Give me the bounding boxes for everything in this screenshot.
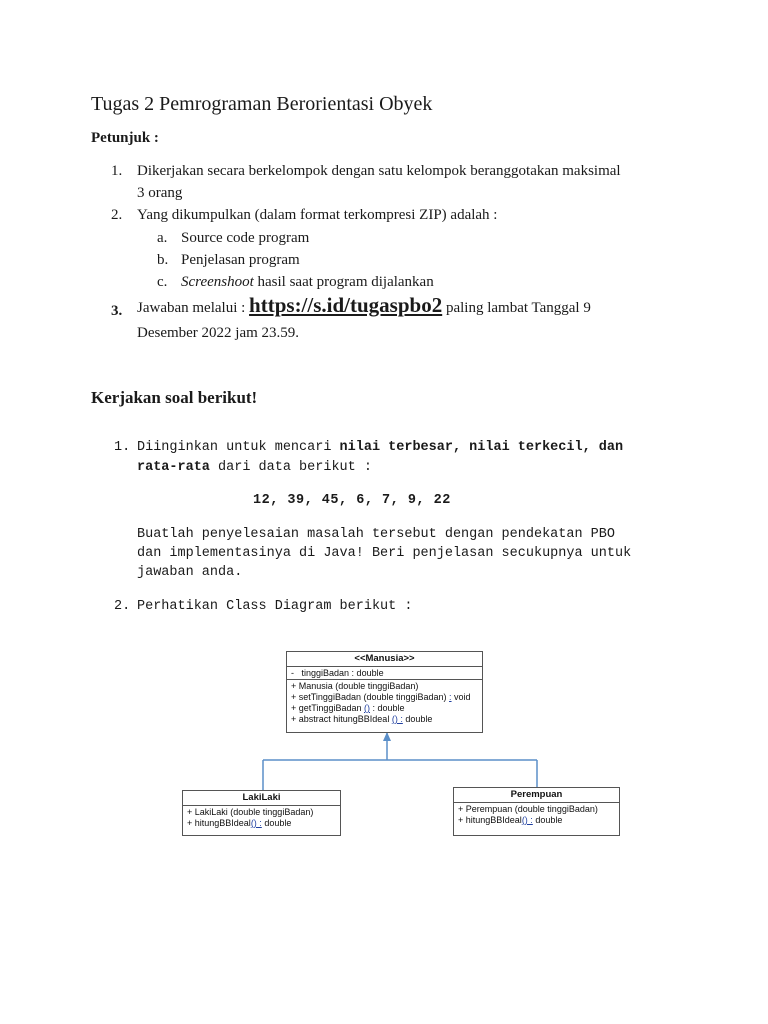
- instruction-2-text: Yang dikumpulkan (dalam format terkompresi ZIP) adalah :: [137, 207, 498, 223]
- op-lakilaki-hitung-underline: () :: [250, 818, 262, 828]
- op-abstract-underline: () :: [391, 714, 403, 724]
- question-2-text: Perhatikan Class Diagram berikut :: [137, 599, 413, 614]
- instruction-3-post: paling lambat Tanggal 9: [442, 300, 591, 316]
- op-abstract-pre: + abstract hitungBBIdeal: [291, 714, 392, 724]
- instruction-1-line2: 3 orang: [137, 185, 183, 201]
- section-title: Kerjakan soal berikut!: [91, 388, 258, 407]
- class-lakilaki-name: LakiLaki: [183, 791, 340, 806]
- document-title: Tugas 2 Pemrograman Berorientasi Obyek: [91, 93, 433, 115]
- op-get-post: : double: [369, 703, 405, 713]
- class-perempuan-name: Perempuan: [454, 788, 619, 803]
- op-get-tinggi-badan: [291, 703, 478, 714]
- op-set-pre: + setTinggiBadan (double tinggiBadan): [291, 692, 450, 702]
- submission-link[interactable]: https://s.id/tugaspbo2: [249, 293, 443, 317]
- op-lakilaki-hitung: [187, 818, 336, 829]
- op-set-underline: :: [449, 692, 452, 702]
- instruction-1-line1: Dikerjakan secara berkelompok dengan satu kelompok beranggotakan maksimal: [137, 163, 621, 179]
- question-1-para-line1: Buatlah penyelesaian masalah tersebut dengan pendekatan PBO: [137, 527, 615, 542]
- question-1-bold2: rata-rata: [137, 460, 210, 475]
- op-constructor: + Manusia (double tinggiBadan): [291, 681, 419, 691]
- sub-item-c-letter: c.: [157, 274, 168, 290]
- op-lakilaki-hitung-pre: + hitungBBIdeal: [187, 818, 251, 828]
- op-perempuan-hitung: [458, 815, 615, 826]
- instruction-3-pre: Jawaban melalui :: [137, 300, 250, 316]
- sub-item-b-letter: b.: [157, 252, 169, 268]
- op-perempuan-hitung-post: double: [532, 815, 563, 825]
- op-abstract-hitung: [291, 714, 478, 725]
- instruction-3-line2: Desember 2022 jam 23.59.: [137, 325, 300, 341]
- sub-item-c-rest: hasil saat program dijalankan: [253, 274, 434, 290]
- op-set-tinggi-badan: [291, 692, 478, 703]
- question-1-post: dari data berikut :: [209, 460, 372, 475]
- attr-tinggi-badan: tinggiBadan : double: [301, 668, 384, 678]
- sub-item-a-text: Source code program: [181, 230, 310, 246]
- question-1-number: 1.: [114, 440, 131, 455]
- op-perempuan-hitung-pre: + hitungBBIdeal: [458, 815, 522, 825]
- op-perempuan-constructor: + Perempuan (double tinggiBadan): [458, 804, 598, 814]
- question-1-data: 12, 39, 45, 6, 7, 9, 22: [253, 493, 451, 508]
- inheritance-arrowhead: [383, 732, 391, 741]
- sub-item-a-letter: a.: [157, 230, 168, 246]
- question-1-bold1: nilai terbesar, nilai terkecil, dan: [339, 440, 624, 455]
- op-perempuan-hitung-underline: () :: [521, 815, 533, 825]
- class-manusia-operations: [287, 680, 482, 726]
- op-lakilaki-hitung-post: double: [261, 818, 292, 828]
- op-get-pre: + getTinggiBadan: [291, 703, 364, 713]
- op-abstract-post: double: [402, 714, 433, 724]
- class-lakilaki: [182, 790, 341, 836]
- question-2-number: 2.: [114, 599, 131, 614]
- class-perempuan: [453, 787, 620, 836]
- question-1-para-line3: jawaban anda.: [137, 565, 243, 580]
- class-lakilaki-operations: [183, 806, 340, 830]
- class-manusia: [286, 651, 483, 733]
- class-manusia-name: <<Manusia>>: [287, 652, 482, 667]
- op-lakilaki-constructor: + LakiLaki (double tinggiBadan): [187, 807, 314, 817]
- question-1-para-line2: dan implementasinya di Java! Beri penjelasan secukupnya untuk: [137, 546, 632, 561]
- attr-visibility: -: [291, 668, 294, 678]
- instruction-3-number: 3.: [111, 303, 123, 319]
- op-set-post: void: [451, 692, 471, 702]
- class-manusia-attributes: [287, 667, 482, 680]
- class-perempuan-operations: [454, 803, 619, 827]
- sub-item-c-italic: Screenshoot: [181, 274, 254, 290]
- petunjuk-label: Petunjuk :: [91, 130, 159, 146]
- sub-item-b-text: Penjelasan program: [181, 252, 300, 268]
- instruction-1-number: 1.: [111, 163, 123, 179]
- op-get-underline: (): [363, 703, 370, 713]
- instruction-2-number: 2.: [111, 207, 123, 223]
- question-1-pre: Diinginkan untuk mencari: [137, 440, 340, 455]
